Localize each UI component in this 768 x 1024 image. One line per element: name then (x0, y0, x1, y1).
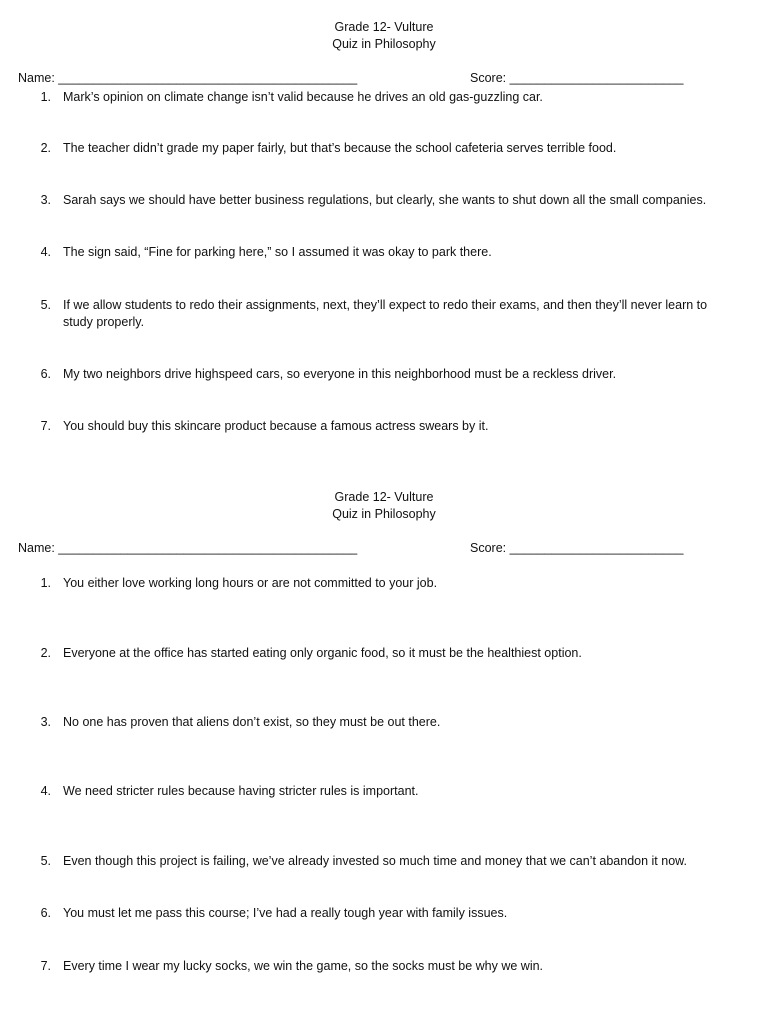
item-text: No one has proven that aliens don’t exist, so they must be out there. (63, 715, 441, 729)
item-text: You should buy this skincare product because a famous actress swears by it. (63, 419, 489, 433)
item-number: 1. (40, 90, 51, 104)
item-text: Every time I wear my lucky socks, we win the game, so the socks must be why we win. (63, 959, 544, 973)
quiz-1-item-6 (30, 366, 730, 383)
item-text: Mark’s opinion on climate change isn’t valid because he drives an old gas-guzzling car. (63, 90, 543, 104)
quiz-2-grade: Grade 12- Vulture (334, 490, 434, 504)
quiz-1-subject: Quiz in Philosophy (332, 37, 436, 51)
item-number: 5. (40, 298, 51, 312)
item-number: 5. (40, 854, 51, 868)
item-number: 2. (40, 141, 51, 155)
quiz-1-name-field: Name: ___________________________________________ (18, 71, 358, 85)
quiz-2-item-5 (30, 853, 730, 870)
item-number: 6. (40, 367, 51, 381)
quiz-2-subject: Quiz in Philosophy (332, 507, 436, 521)
item-text: Everyone at the office has started eating only organic food, so it must be the healthiest option. (63, 646, 582, 660)
quiz-1-score-field: Score: _________________________ (470, 71, 684, 85)
quiz-2-item-6 (30, 905, 730, 922)
quiz-2-item-1 (30, 575, 730, 592)
quiz-2-score-field: Score: _________________________ (470, 541, 684, 555)
quiz-1-item-2 (30, 140, 730, 157)
quiz-2-item-7 (30, 958, 730, 975)
item-number: 2. (40, 646, 51, 660)
quiz-2-item-2 (30, 645, 730, 662)
item-number: 3. (40, 715, 51, 729)
quiz-1-item-4 (30, 244, 730, 261)
item-text: Sarah says we should have better business regulations, but clearly, she wants to shut down all the small companies. (63, 193, 707, 207)
quiz-2-item-3 (30, 714, 730, 731)
item-text: You either love working long hours or are not committed to your job. (63, 576, 438, 590)
item-number: 3. (40, 193, 51, 207)
item-text: Even though this project is failing, we’ve already invested so much time and money that we can’t abandon it now. (63, 854, 687, 868)
item-text: If we allow students to redo their assignments, next, they’ll expect to redo their exams, and then they’ll never learn to study properly. (63, 298, 708, 329)
item-text: You must let me pass this course; I’ve had a really tough year with family issues. (63, 906, 508, 920)
quiz-1-item-5 (30, 297, 730, 331)
item-text: The teacher didn’t grade my paper fairly, but that’s because the school cafeteria serves terrible food. (63, 141, 617, 155)
quiz-2-item-4 (30, 783, 730, 800)
item-number: 4. (40, 784, 51, 798)
quiz-1-grade: Grade 12- Vulture (334, 20, 434, 34)
quiz-1-item-1 (30, 89, 730, 106)
item-number: 1. (40, 576, 51, 590)
quiz-1-item-3 (30, 192, 730, 209)
item-text: We need stricter rules because having stricter rules is important. (63, 784, 419, 798)
item-number: 7. (40, 419, 51, 433)
quiz-2-name-field: Name: ___________________________________________ (18, 541, 358, 555)
item-text: My two neighbors drive highspeed cars, so everyone in this neighborhood must be a reckless driver. (63, 367, 617, 381)
item-number: 6. (40, 906, 51, 920)
quiz-1-item-7 (30, 418, 730, 435)
item-text: The sign said, “Fine for parking here,” so I assumed it was okay to park there. (63, 245, 492, 259)
item-number: 7. (40, 959, 51, 973)
item-number: 4. (40, 245, 51, 259)
